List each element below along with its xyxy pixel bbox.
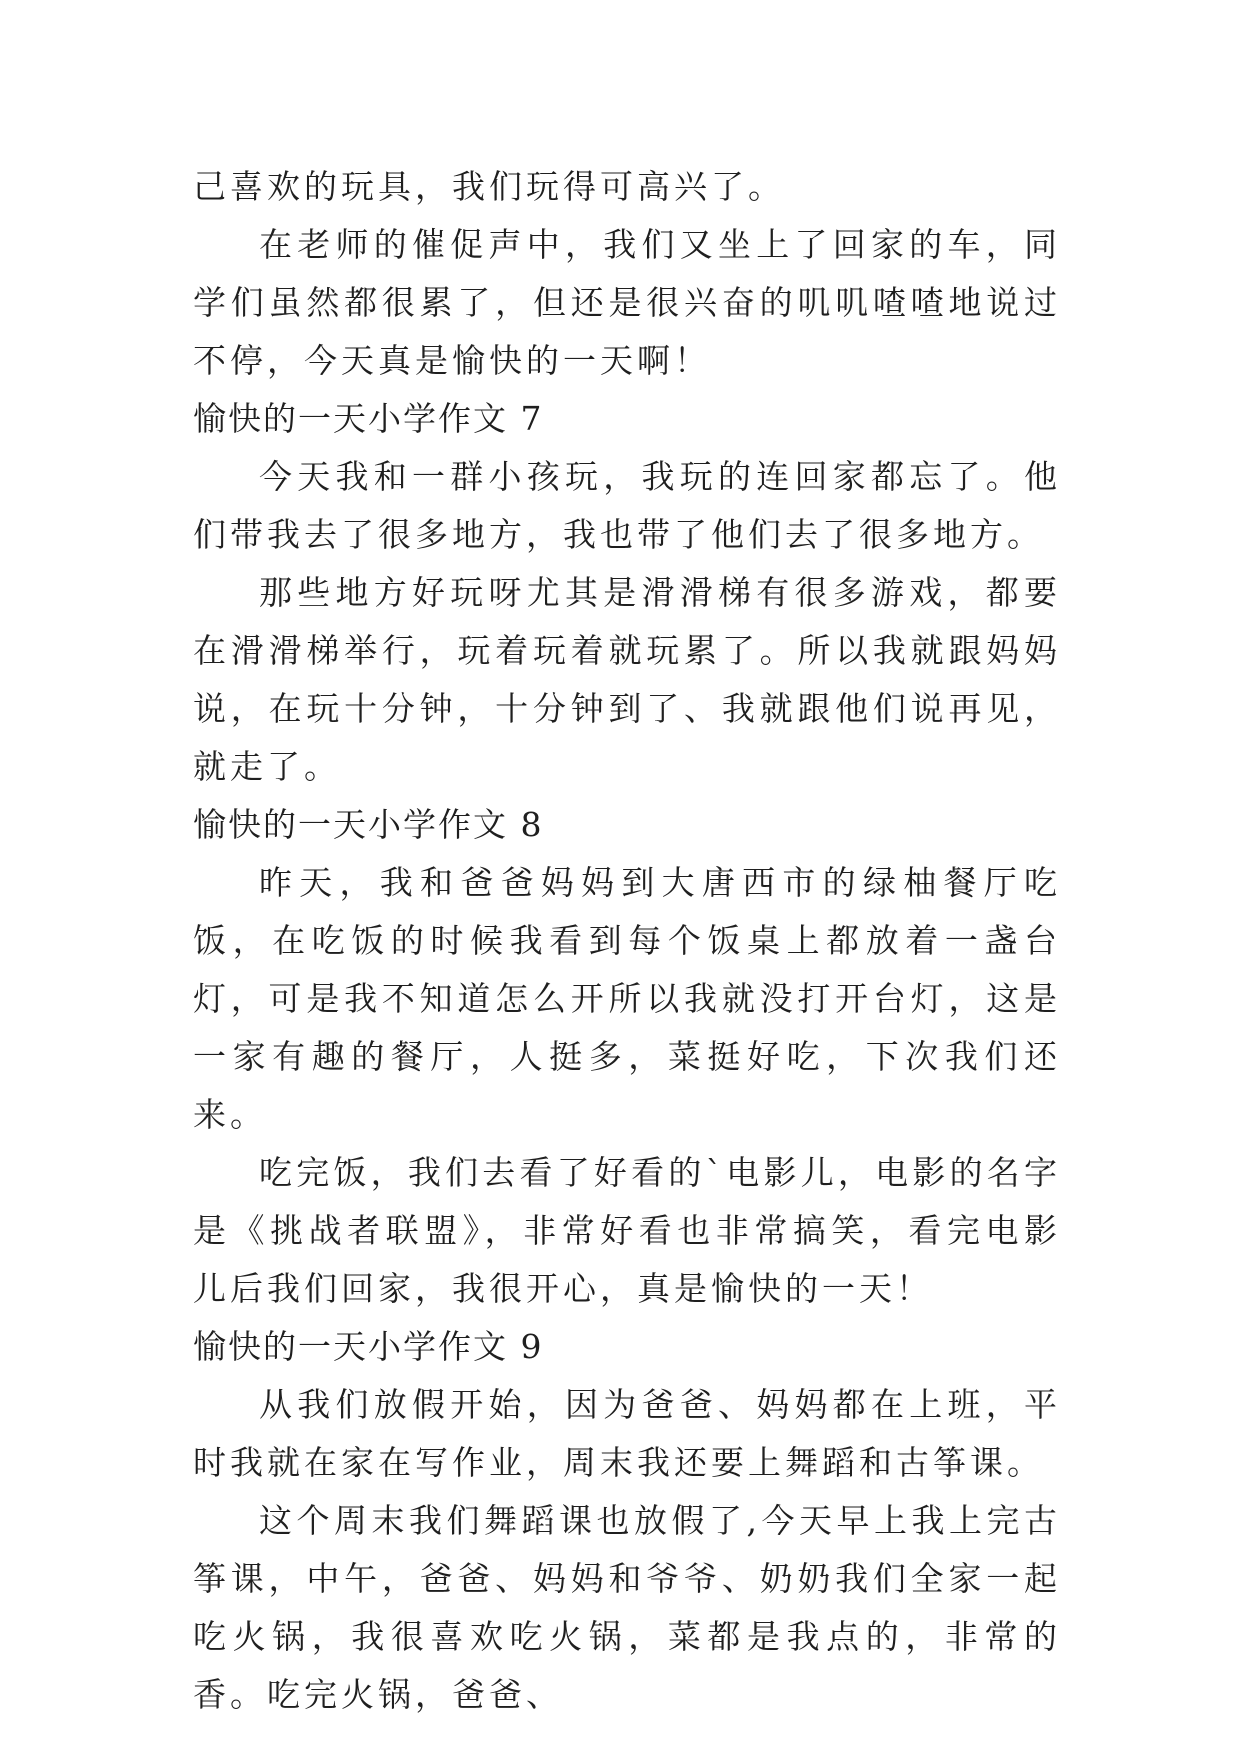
paragraph: 昨天，我和爸爸妈妈到大唐西市的绿柚餐厅吃饭，在吃饭的时候我看到每个饭桌上都放着一盏台灯，可是我不知道怎么开所以我就没打开台灯，这是一家有趣的餐厅，人挺多，菜挺好吃，下次我们还来。 bbox=[193, 863, 1061, 1134]
section-heading: 愉快的一天小学作文 9 bbox=[193, 1327, 544, 1366]
paragraph: 从我们放假开始，因为爸爸、妈妈都在上班，平时我就在家在写作业，周末我还要上舞蹈和古筝课。 bbox=[193, 1385, 1061, 1482]
paragraph: 在老师的催促声中，我们又坐上了回家的车，同学们虽然都很累了，但还是很兴奋的叽叽喳喳地说过不停，今天真是愉快的一天啊！ bbox=[193, 225, 1061, 380]
paragraph: 己喜欢的玩具，我们玩得可高兴了。 bbox=[193, 167, 785, 206]
paragraph: 吃完饭，我们去看了好看的`电影儿，电影的名字是《挑战者联盟》，非常好看也非常搞笑，看完电影儿后我们回家，我很开心，真是愉快的一天！ bbox=[193, 1153, 1061, 1308]
paragraph: 这个周末我们舞蹈课也放假了,今天早上我上完古筝课，中午，爸爸、妈妈和爷爷、奶奶我们全家一起吃火锅，我很喜欢吃火锅，菜都是我点的，非常的香。吃完火锅，爸爸、 bbox=[193, 1501, 1061, 1714]
section-heading: 愉快的一天小学作文 7 bbox=[193, 399, 544, 438]
document-body bbox=[193, 158, 1061, 1724]
paragraph: 那些地方好玩呀尤其是滑滑梯有很多游戏，都要在滑滑梯举行，玩着玩着就玩累了。所以我就跟妈妈说，在玩十分钟，十分钟到了、我就跟他们说再见，就走了。 bbox=[193, 573, 1061, 786]
paragraph: 今天我和一群小孩玩，我玩的连回家都忘了。他们带我去了很多地方，我也带了他们去了很多地方。 bbox=[193, 457, 1061, 554]
section-heading: 愉快的一天小学作文 8 bbox=[193, 805, 544, 844]
